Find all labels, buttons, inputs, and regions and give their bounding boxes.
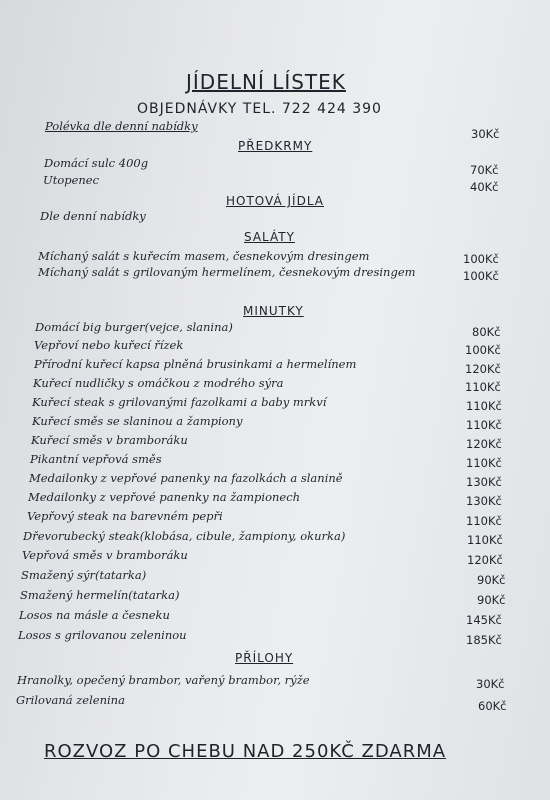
menu-item-price: 90Kč: [477, 593, 506, 607]
order-phone: OBJEDNÁVKY TEL. 722 424 390: [137, 101, 382, 117]
section-starters: PŘEDKRMY: [238, 139, 313, 153]
menu-item-price: 120Kč: [467, 553, 503, 567]
menu-item: Míchaný salát s grilovaným hermelínem, česnekovým dresingem: [38, 265, 416, 279]
menu-item: Vepřoví nebo kuřecí řízek: [34, 338, 184, 352]
menu-item-price: 110Kč: [466, 418, 502, 432]
menu-item-price: 110Kč: [466, 399, 502, 413]
menu-item-price: 70Kč: [470, 163, 499, 177]
menu-item-price: 110Kč: [467, 533, 503, 547]
menu-item-price: 100Kč: [463, 269, 499, 283]
menu-item: Grilovaná zelenina: [16, 693, 125, 707]
menu-item-price: 90Kč: [477, 573, 506, 587]
menu-item: Vepřový steak na barevném pepři: [27, 509, 223, 523]
menu-item-price: 60Kč: [478, 699, 507, 713]
menu-item: Dle denní nabídky: [40, 209, 146, 223]
menu-item-price: 120Kč: [466, 437, 502, 451]
menu-title: JÍDELNÍ LÍSTEK: [186, 70, 346, 94]
section-ready-meals: HOTOVÁ JÍDLA: [226, 194, 324, 208]
menu-item: Kuřecí směs se slaninou a žampiony: [32, 414, 243, 428]
menu-item-price: 80Kč: [472, 325, 501, 339]
menu-item: Medailonky z vepřové panenky na fazolkách a slanině: [29, 471, 343, 485]
menu-item: Domácí sulc 400g: [44, 156, 149, 170]
menu-item: Pikantní vepřová směs: [30, 452, 162, 466]
menu-item-price: 185Kč: [466, 633, 502, 647]
menu-item: Hranolky, opečený brambor, vařený brambor, rýže: [17, 673, 310, 687]
menu-item-price: 110Kč: [466, 456, 502, 470]
menu-item: Losos na másle a česneku: [19, 608, 170, 622]
menu-item: Vepřová směs v bramboráku: [22, 548, 188, 562]
menu-item: Medailonky z vepřové panenky na žampionech: [28, 490, 301, 504]
menu-item-price: 130Kč: [466, 494, 502, 508]
menu-item-price: 110Kč: [465, 380, 501, 394]
menu-item: Utopenec: [43, 173, 100, 187]
menu-item-price: 120Kč: [465, 362, 501, 376]
menu-item: Losos s grilovanou zeleninou: [18, 628, 187, 642]
soup-name: Polévka dle denní nabídky: [45, 119, 198, 133]
section-sides: PŘÍLOHY: [235, 651, 294, 665]
menu-item: Kuřecí směs v bramboráku: [31, 433, 188, 447]
menu-item-price: 40Kč: [470, 180, 499, 194]
menu-item-price: 145Kč: [466, 613, 502, 627]
menu-item-price: 30Kč: [476, 677, 505, 691]
menu-item: Smažený sýr(tatarka): [21, 568, 147, 582]
menu-item: Smažený hermelín(tatarka): [20, 588, 180, 602]
section-salads: SALÁTY: [244, 230, 295, 244]
menu-item: Dřevorubecký steak(klobása, cibule, žampiony, okurka): [23, 529, 346, 543]
menu-item: Přírodní kuřecí kapsa plněná brusinkami a hermelínem: [34, 357, 357, 371]
menu-item-price: 130Kč: [466, 475, 502, 489]
delivery-note: ROZVOZ PO CHEBU NAD 250KČ ZDARMA: [44, 741, 447, 762]
menu-item: Kuřecí nudličky s omáčkou z modrého sýra: [33, 376, 284, 390]
menu-item-price: 110Kč: [466, 514, 502, 528]
menu-item: Domácí big burger(vejce, slanina): [35, 320, 233, 334]
menu-item: Míchaný salát s kuřecím masem, česnekovým dresingem: [38, 249, 370, 263]
menu-item-price: 100Kč: [463, 252, 499, 266]
menu-item-price: 100Kč: [465, 343, 501, 357]
soup-price: 30Kč: [471, 127, 500, 141]
section-minutes: MINUTKY: [243, 304, 304, 318]
menu-item: Kuřecí steak s grilovanými fazolkami a baby mrkví: [32, 395, 327, 409]
